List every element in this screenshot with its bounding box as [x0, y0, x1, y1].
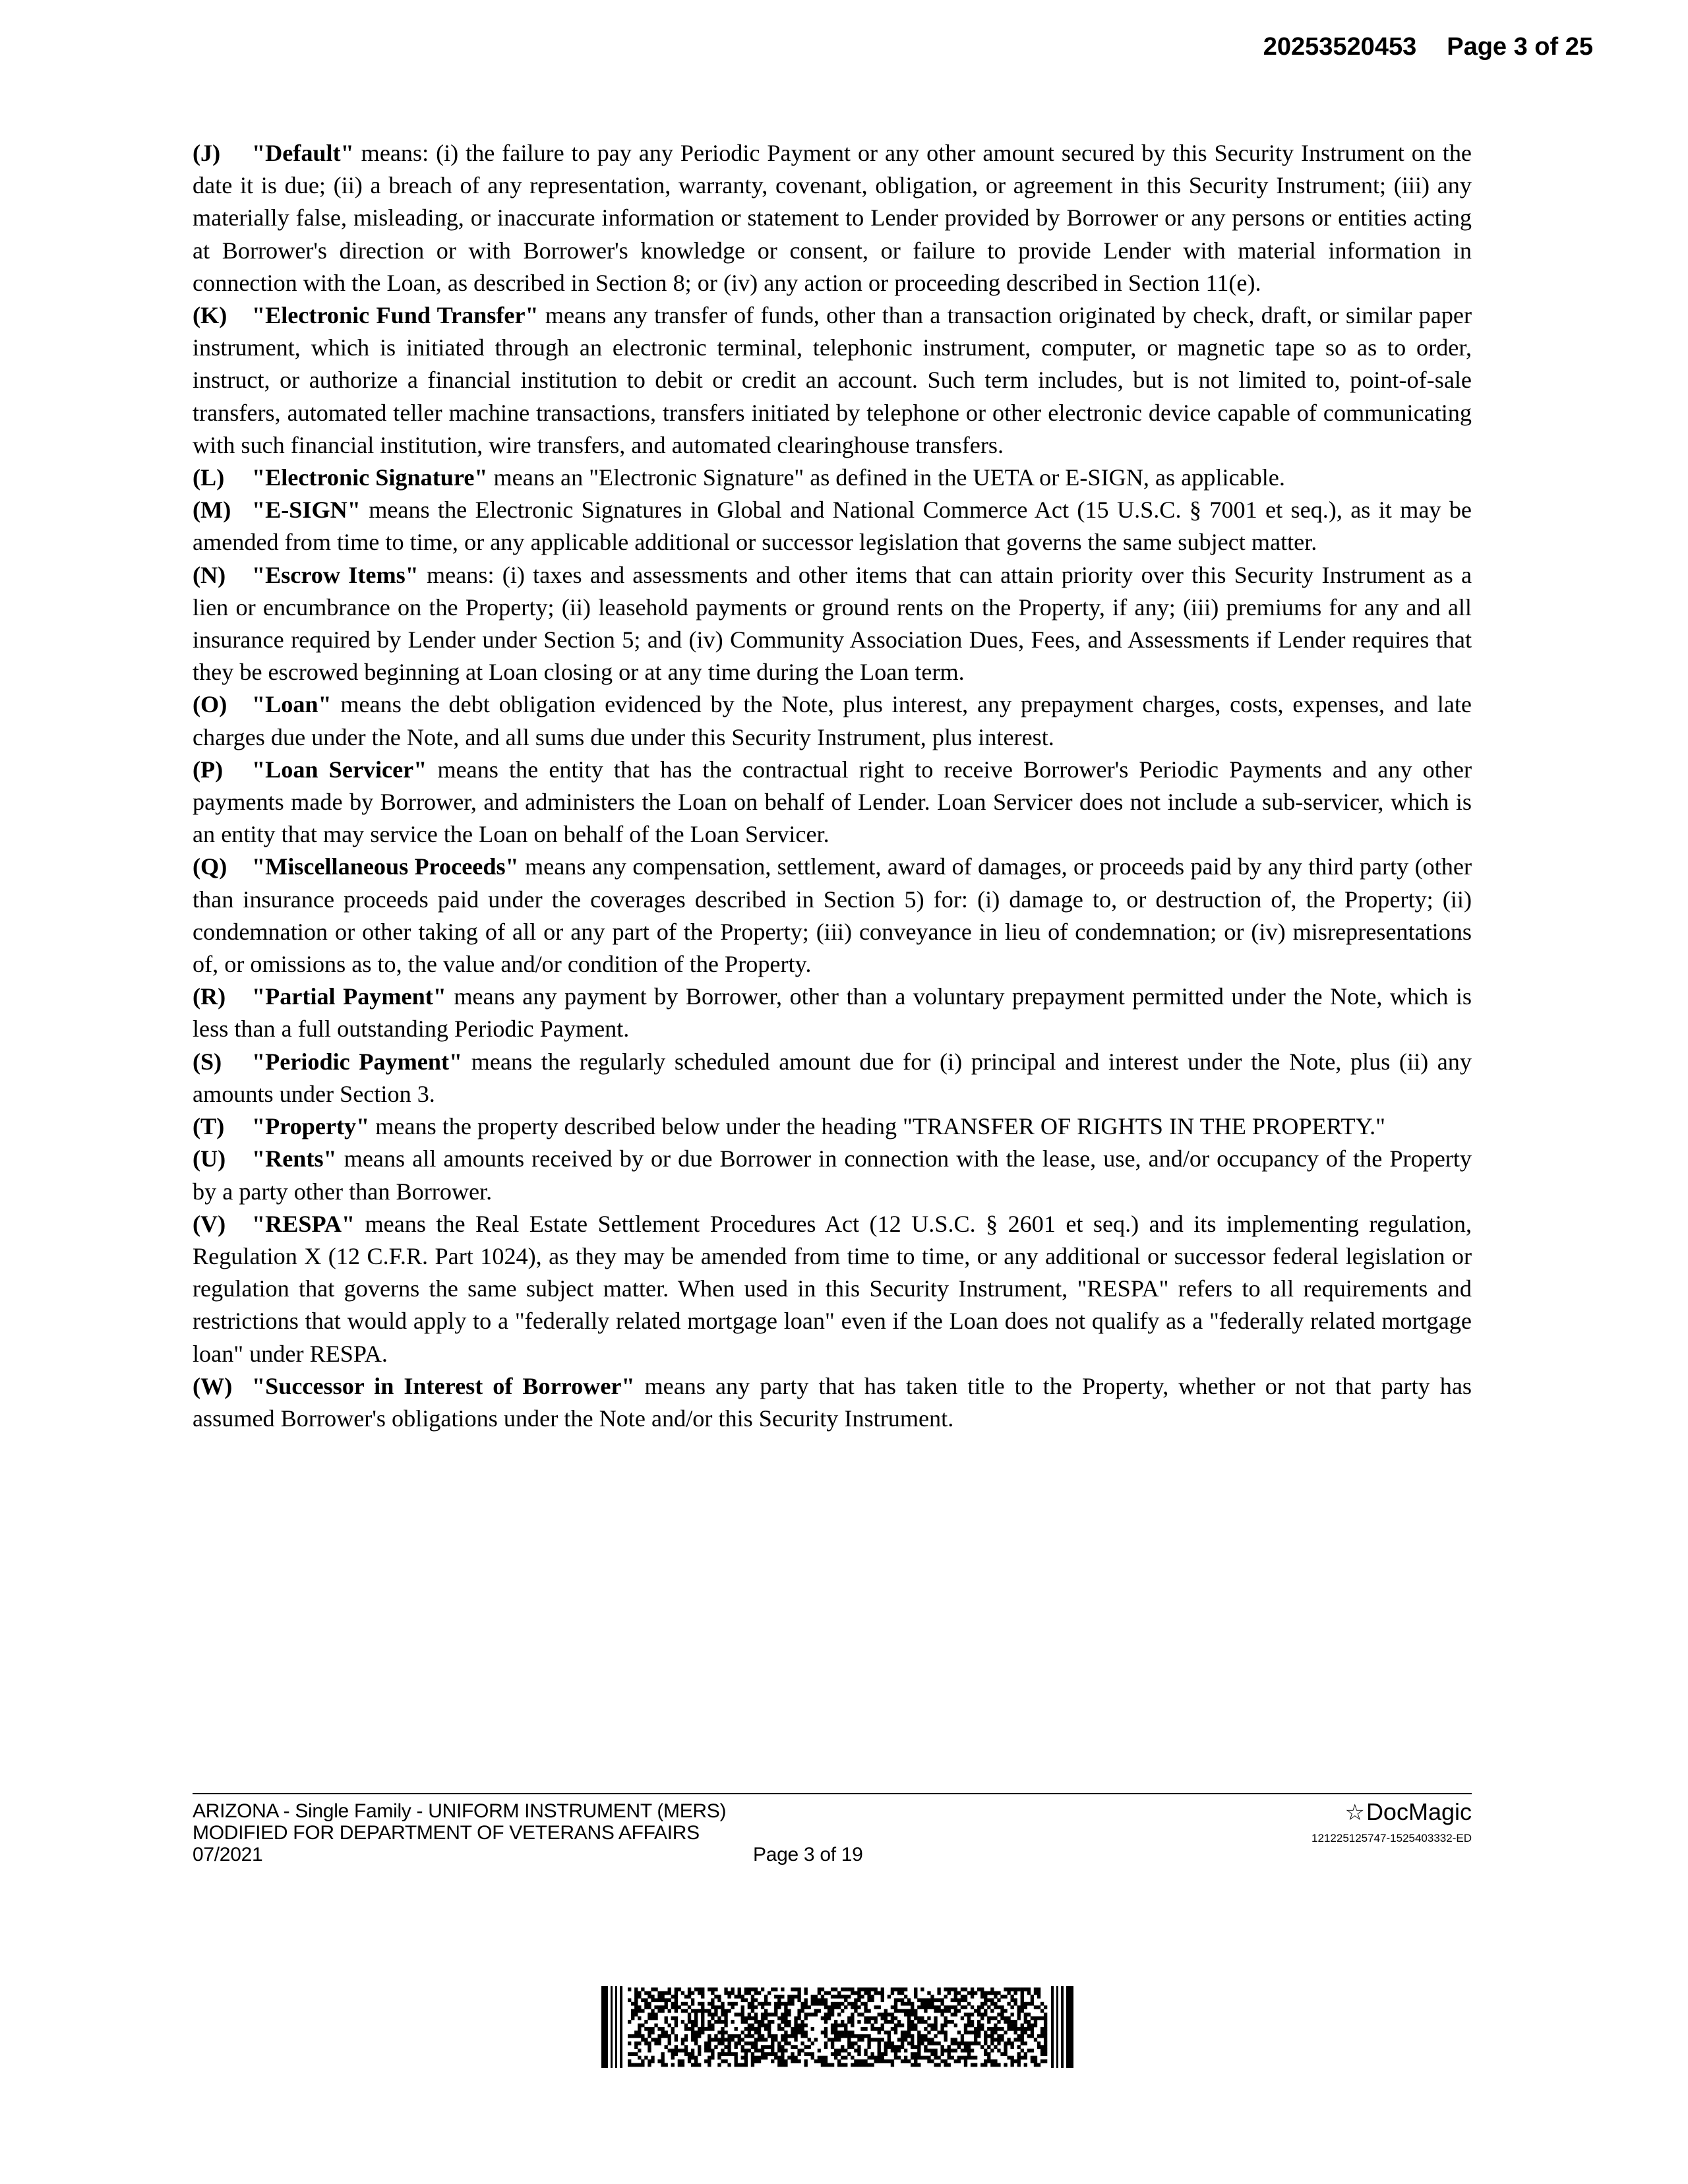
definition-term: "Successor in Interest of Borrower" — [252, 1372, 635, 1399]
definition-term: "Miscellaneous Proceeds" — [252, 853, 519, 880]
document-id: 121225125747-1525403332-ED — [1311, 1832, 1472, 1844]
footer-form-subtitle: MODIFIED FOR DEPARTMENT OF VETERANS AFFAIRS — [193, 1822, 700, 1844]
footer-form-date: 07/2021 — [193, 1844, 263, 1866]
definition-letter: (N) — [193, 561, 226, 588]
definition-letter: (M) — [193, 497, 231, 524]
definition-text: means the debt obligation evidenced by the Note, plus interest, any prepayment charges, costs, expenses, and late charges due under the Note, and all sums due under this Security Instrument, plus interest. — [193, 691, 1472, 750]
definition-periodic-payment — [193, 1046, 1472, 1110]
definition-letter: (W) — [193, 1372, 233, 1399]
definition-escrow-items — [193, 559, 1472, 689]
definition-text: means all amounts received by or due Borrower in connection with the lease, use, and/or occupancy of the Property by a party other than Borrower. — [193, 1145, 1472, 1205]
star-icon: ☆ — [1344, 1800, 1365, 1825]
definition-text: means any transfer of funds, other than a transaction originated by check, draft, or similar paper instrument, which is initiated through an electronic terminal, telephonic instrument, computer, or magnetic tape so as to order, instruct, or authorize a financial institution to debit or credit an account. Such term includes, but is not limited to, point-of-sale transfers, automated teller machine transactions, transfers initiated by telephone or other electronic device capable of communicating with such financial institution, wire transfers, and automated clearinghouse transfers. — [193, 302, 1472, 458]
recording-page-label: Page 3 of 25 — [1447, 33, 1593, 61]
docmagic-logo — [1344, 1798, 1472, 1826]
definition-text: means the Electronic Signatures in Global and National Commerce Act (15 U.S.C. § 7001 et seq.), as it may be amended from time to time, or any applicable additional or successor legislation that governs the same subject matter. — [193, 497, 1472, 556]
definition-miscellaneous-proceeds — [193, 851, 1472, 981]
definition-text: means: (i) taxes and assessments and other items that can attain priority over this Security Instrument as a lien or encumbrance on the Property; (ii) leasehold payments or ground rents on the Property, if any; (iii) premiums for any and all insurance required by Lender under Section 5; and (iv) Community Association Dues, Fees, and Assessments if Lender requires that they be escrowed beginning at Loan closing or at any time during the Loan term. — [193, 561, 1472, 686]
definition-default — [193, 137, 1472, 299]
definition-text: means any payment by Borrower, other than a voluntary prepayment permitted under the Note, which is less than a full outstanding Periodic Payment. — [193, 983, 1472, 1043]
recording-stamp — [1263, 33, 1593, 61]
footer-form-info — [193, 1800, 918, 1866]
definition-term: "Electronic Signature" — [252, 464, 488, 491]
brand-name: DocMagic — [1366, 1798, 1472, 1825]
definition-text: means: (i) the failure to pay any Periodic Payment or any other amount secured by this Security Instrument on the date it is due; (ii) a breach of any representation, warranty, covenant, obligation, or agreement in this Security Instrument; (iii) any materially false, misleading, or inaccurate information or statement to Lender provided by Borrower or any persons or entities acting at Borrower's direction or with Borrower's knowledge or consent, or failure to provide Lender with material information in connection with the Loan, as described in Section 8; or (iv) any action or proceeding described in Section 11(e). — [193, 140, 1472, 296]
definition-letter: (Q) — [193, 853, 227, 880]
definition-letter: (J) — [193, 140, 221, 166]
recording-number: 20253520453 — [1263, 33, 1417, 61]
definition-letter: (V) — [193, 1210, 226, 1237]
definition-text: means any party that has taken title to the Property, whether or not that party has assumed Borrower's obligations under the Note and/or this Security Instrument. — [193, 1372, 1472, 1432]
definition-term: "Property" — [252, 1113, 370, 1140]
footer-page-number: Page 3 of 19 — [753, 1844, 863, 1866]
barcode-image — [601, 1986, 1073, 2068]
definition-letter: (U) — [193, 1145, 226, 1172]
definition-text: means the regularly scheduled amount due for (i) principal and interest under the Note, plus (ii) any amounts under Section 3. — [193, 1048, 1472, 1107]
definition-electronic-signature — [193, 462, 1472, 494]
definition-partial-payment — [193, 981, 1472, 1045]
definition-loan — [193, 688, 1472, 753]
definition-letter: (K) — [193, 302, 227, 329]
definition-term: "Periodic Payment" — [252, 1048, 463, 1075]
definition-successor-in-interest — [193, 1370, 1472, 1435]
definition-electronic-fund-transfer — [193, 299, 1472, 462]
definition-loan-servicer — [193, 754, 1472, 851]
definition-rents — [193, 1143, 1472, 1207]
definition-term: "Loan" — [252, 691, 332, 718]
definition-text: means the entity that has the contractual right to receive Borrower's Periodic Payments and any other payments made by Borrower, and administers the Loan on behalf of Lender. Loan Servicer does not include a sub-servicer, which is an entity that may service the Loan on behalf of the Loan Servicer. — [193, 756, 1472, 848]
footer-form-title: ARIZONA - Single Family - UNIFORM INSTRUMENT (MERS) — [193, 1800, 727, 1822]
definition-letter: (T) — [193, 1113, 225, 1140]
definition-property — [193, 1110, 1472, 1143]
footer-divider — [193, 1793, 1472, 1794]
definition-letter: (S) — [193, 1048, 222, 1075]
definition-text: means an "Electronic Signature" as defined in the UETA or E-SIGN, as applicable. — [487, 464, 1285, 491]
definition-e-sign — [193, 494, 1472, 559]
definition-text: means any compensation, settlement, award of damages, or proceeds paid by any third party (other than insurance proceeds paid under the coverages described in Section 5) for: (i) damage to, or destruction of, the Property; (ii) condemnation or other taking of all or any part of the Property; (iii) conveyance in lieu of condemnation; or (iv) misrepresentations of, or omissions as to, the value and/or condition of the Property. — [193, 853, 1472, 978]
footer-form-date-row — [193, 1844, 918, 1866]
definition-term: "Partial Payment" — [252, 983, 446, 1010]
definition-term: "Electronic Fund Transfer" — [252, 302, 539, 329]
definition-letter: (R) — [193, 983, 226, 1010]
definition-term: "E-SIGN" — [252, 497, 361, 524]
definitions-body — [193, 137, 1472, 1435]
definition-text: means the Real Estate Settlement Procedures Act (12 U.S.C. § 2601 et seq.) and its implementing regulation, Regulation X (12 C.F.R. Part 1024), as they may be amended from time to time, or any additional or successor federal legislation or regulation that governs the same subject matter. When used in this Security Instrument, "RESPA" refers to all requirements and restrictions that would apply to a "federally related mortgage loan" even if the Loan does not qualify as a "federally related mortgage loan" under RESPA. — [193, 1210, 1472, 1367]
definition-letter: (L) — [193, 464, 225, 491]
definition-text: means the property described below under the heading "TRANSFER OF RIGHTS IN THE PROPERTY." — [369, 1113, 1385, 1140]
definition-term: "Rents" — [252, 1145, 337, 1172]
definition-term: "Escrow Items" — [252, 561, 419, 588]
definition-term: "RESPA" — [252, 1210, 355, 1237]
definition-respa — [193, 1208, 1472, 1370]
definition-term: "Default" — [252, 140, 354, 166]
definition-letter: (P) — [193, 756, 224, 783]
definition-letter: (O) — [193, 691, 227, 718]
definition-term: "Loan Servicer" — [252, 756, 427, 783]
